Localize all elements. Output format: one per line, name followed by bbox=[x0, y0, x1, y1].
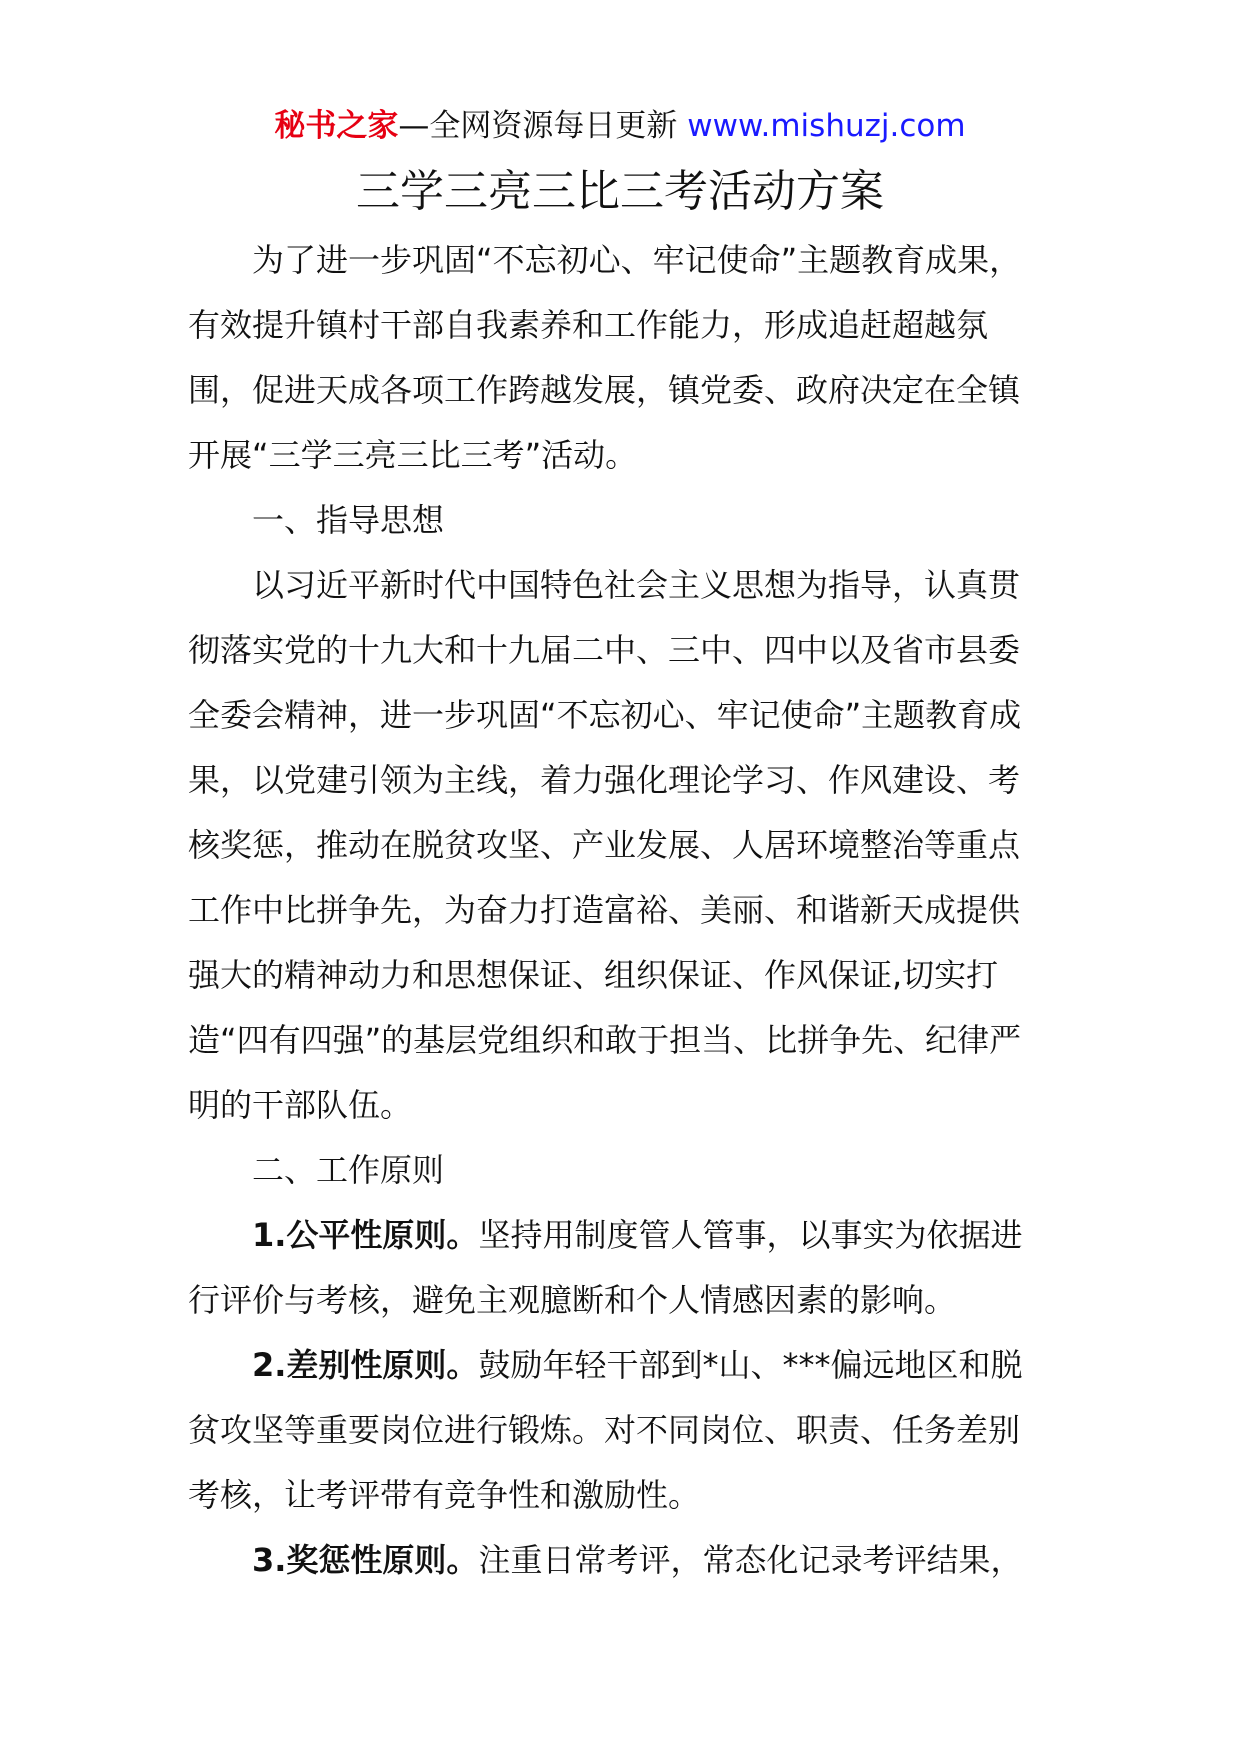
site-header bbox=[0, 104, 1240, 148]
principle-text: 坚持用制度管人管事，以事实为依据进行评价与考核，避免主观臆断和个人情感因素的影响。 bbox=[188, 1216, 1023, 1319]
intro-paragraph: 为了进一步巩固“不忘初心、牢记使命”主题教育成果，有效提升镇村干部自我素养和工作能力，形成追赶超越氛围，促进天成各项工作跨越发展，镇党委、政府决定在全镇开展“三学三亮三比三考”活动。 bbox=[188, 241, 1022, 474]
header-tagline: —全网资源每日更新 bbox=[398, 108, 678, 144]
principle-text: 注重日常考评，常态化记录考评结果， bbox=[478, 1541, 1023, 1579]
principle-fairness bbox=[188, 1203, 1048, 1333]
guiding-ideology-paragraph: 以习近平新时代中国特色社会主义思想为指导，认真贯彻落实党的十九大和十九届二中、三中、四中以及省市县委全委会精神，进一步巩固“不忘初心、牢记使命”主题教育成果，以党建引领为主线，着力强化理论学习、作风建设、考核奖惩，推动在脱贫攻坚、产业发展、人居环境整治等重点工作中比拼争先，为奋力打造富裕、美丽、和谐新天成提供强大的精神动力和思想保证、组织保证、作风保证,切实打造“四有四强”的基层党组织和敢于担当、比拼争先、纪律严明的干部队伍。 bbox=[188, 566, 1022, 1124]
document-title: 三学三亮三比三考活动方案 bbox=[356, 166, 884, 217]
website-link[interactable]: www.mishuzj.com bbox=[687, 108, 966, 144]
principle-differentiation bbox=[188, 1333, 1048, 1528]
section-heading-work-principles: 二、工作原则 bbox=[252, 1151, 445, 1189]
brand-name: 秘书之家 bbox=[274, 108, 399, 144]
principle-text: 鼓励年轻干部到*山、***偏远地区和脱贫攻坚等重要岗位进行锻炼。对不同岗位、职责、任务差别考核，让考评带有竞争性和激励性。 bbox=[188, 1346, 1023, 1514]
principle-label: 3.奖惩性原则。 bbox=[252, 1541, 479, 1579]
principle-label: 1.公平性原则。 bbox=[252, 1216, 479, 1254]
principle-label: 2.差别性原则。 bbox=[252, 1346, 479, 1384]
section-heading-guiding-ideology: 一、指导思想 bbox=[252, 501, 445, 539]
document-body bbox=[188, 228, 1048, 1593]
principle-reward-punishment bbox=[188, 1528, 1048, 1593]
